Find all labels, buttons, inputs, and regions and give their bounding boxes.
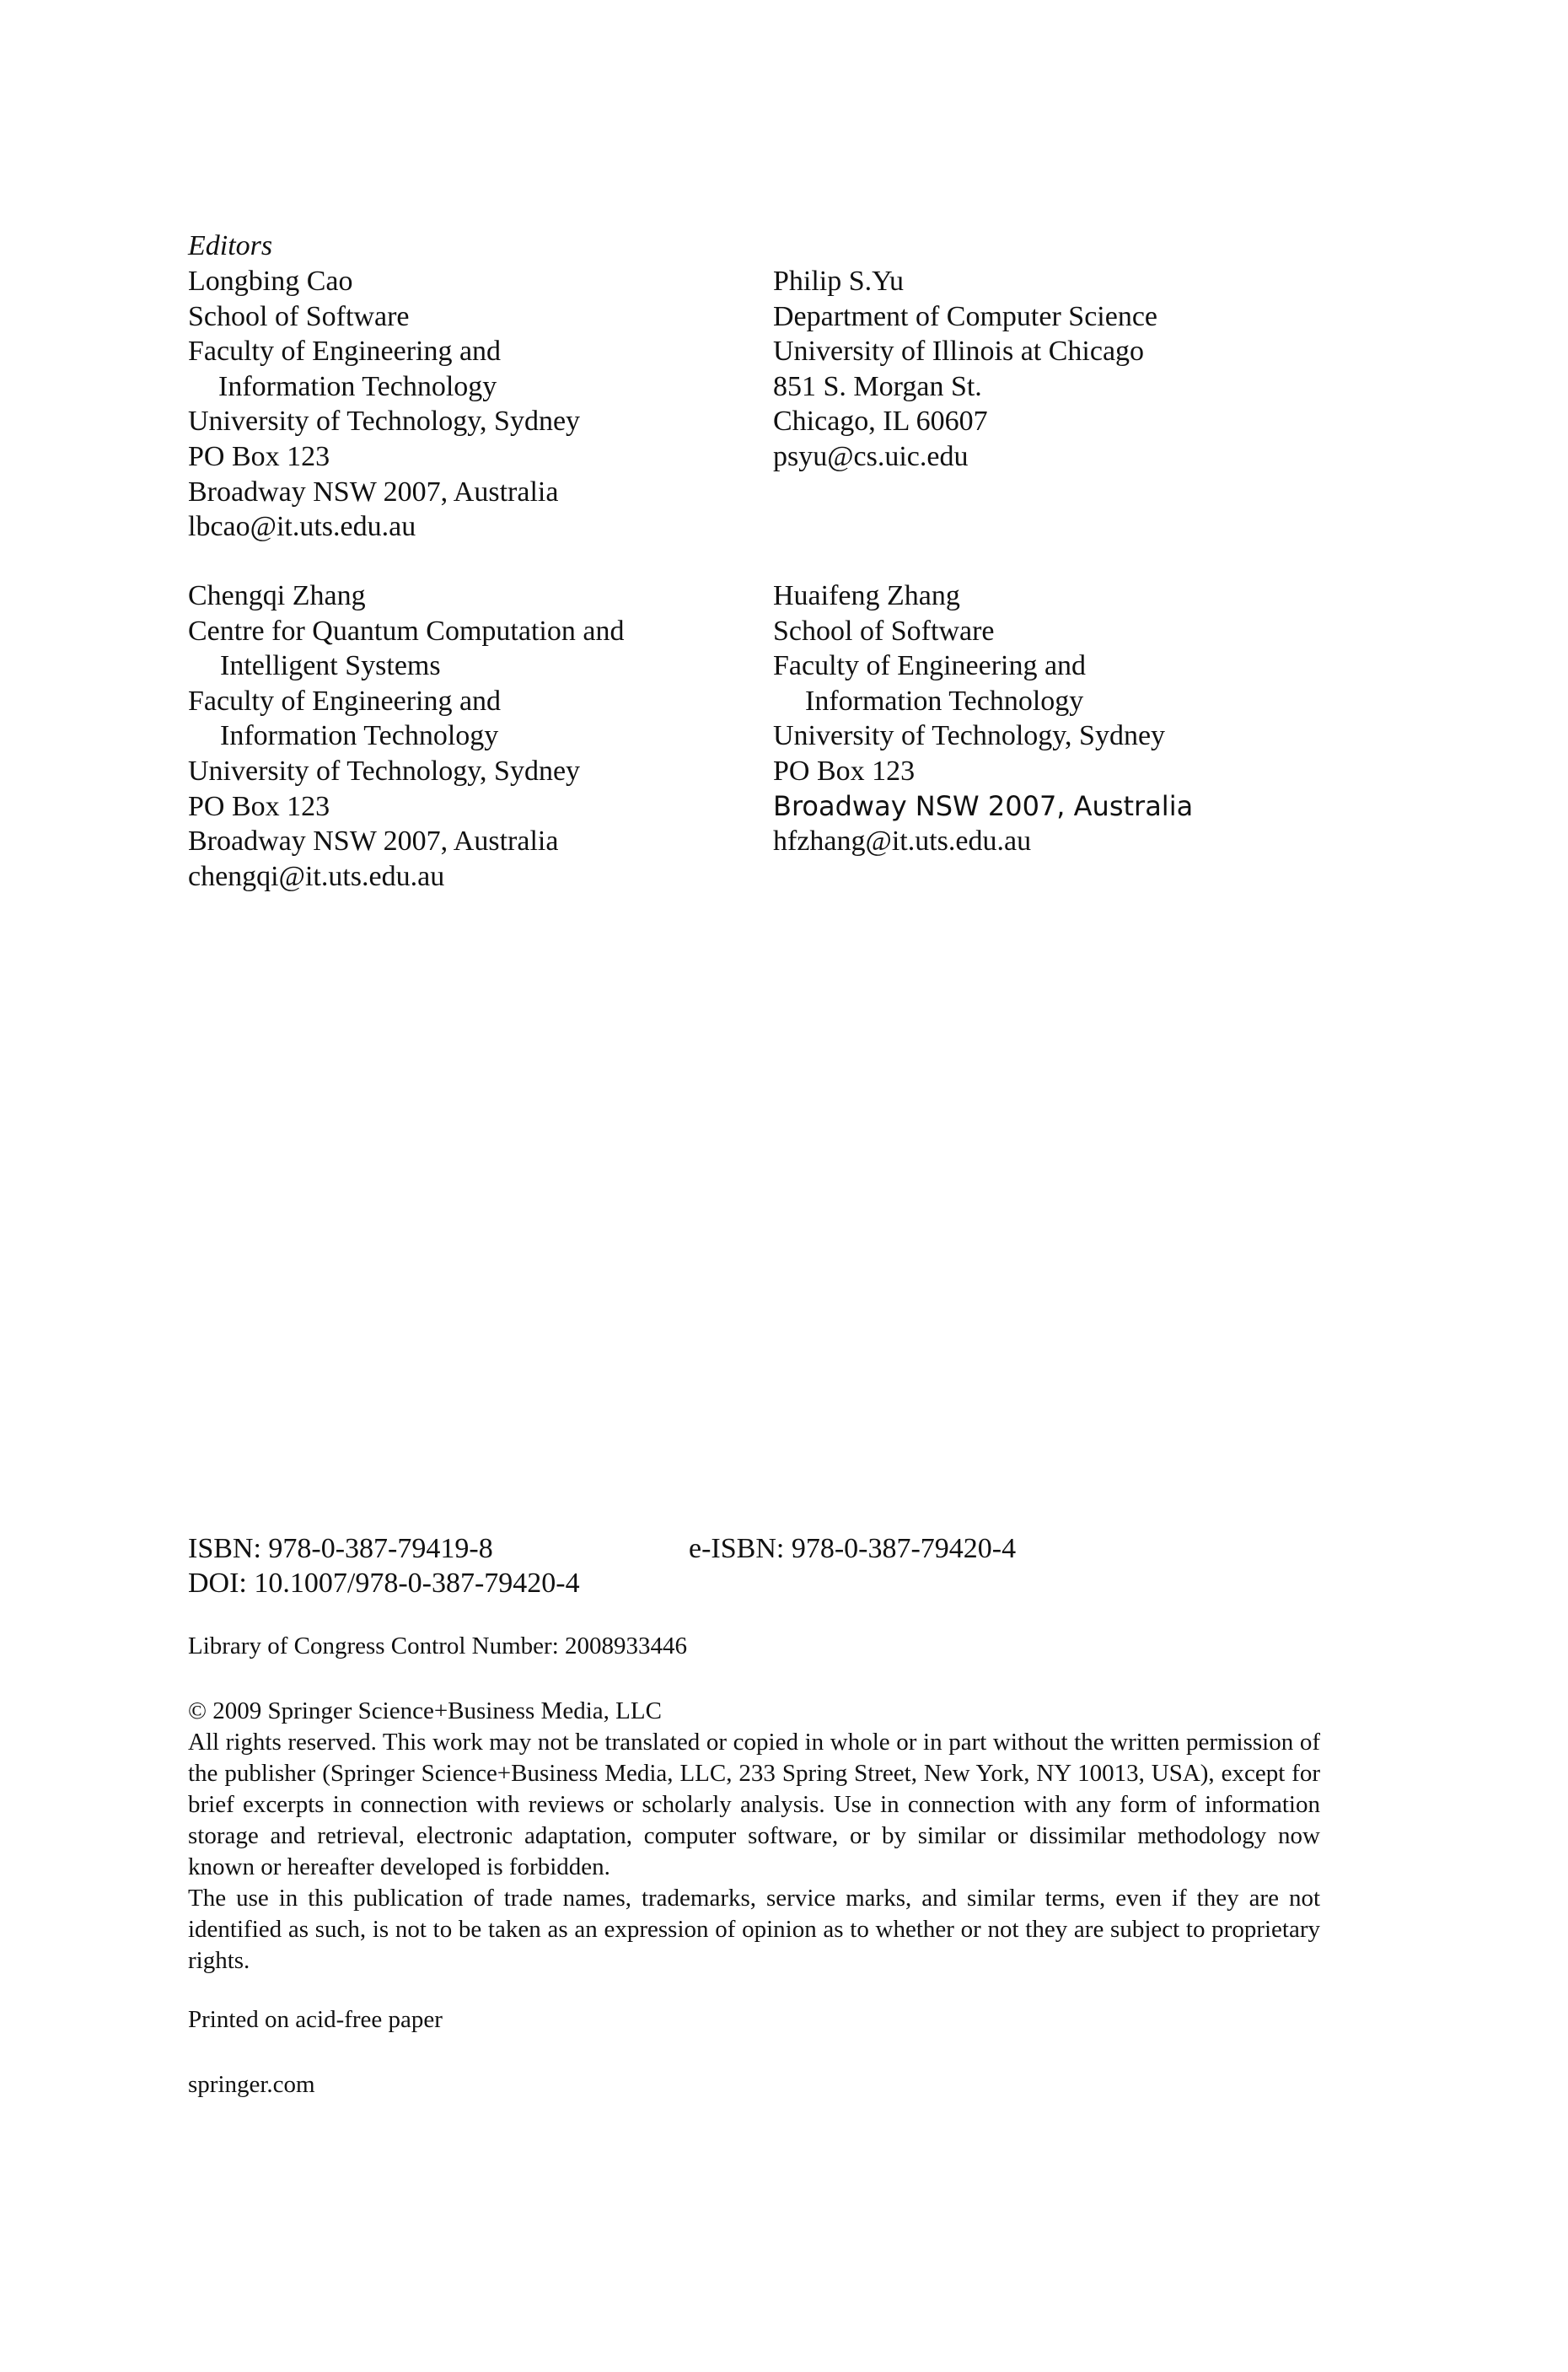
address-line: PO Box 123 xyxy=(188,790,330,822)
editor-name: Huaifeng Zhang xyxy=(773,580,960,611)
address-line: Information Technology xyxy=(220,720,499,752)
editors-heading: Editors xyxy=(188,230,273,261)
address-line: Broadway NSW 2007, Australia xyxy=(773,789,1194,822)
editor-address-yu xyxy=(773,264,1157,475)
isbn: ISBN: 978-0-387-79419-8 xyxy=(188,1533,493,1564)
printed-note: Printed on acid-free paper xyxy=(188,2006,443,2033)
address-line: PO Box 123 xyxy=(188,440,330,472)
address-line: Information Technology xyxy=(805,685,1084,717)
address-line: School of Software xyxy=(773,615,995,647)
copyright-notice: © 2009 Springer Science+Business Media, LLC xyxy=(188,1697,662,1724)
e-isbn: e-ISBN: 978-0-387-79420-4 xyxy=(689,1533,1017,1564)
address-line: Department of Computer Science xyxy=(773,300,1158,332)
address-line: University of Technology, Sydney xyxy=(188,755,581,787)
address-line: University of Technology, Sydney xyxy=(773,720,1166,752)
editor-address-chengqi-zhang xyxy=(188,578,624,894)
editor-address-cao xyxy=(188,264,580,545)
address-line: Intelligent Systems xyxy=(220,650,441,682)
address-line: Broadway NSW 2007, Australia xyxy=(188,476,559,508)
editor-name: Chengqi Zhang xyxy=(188,580,366,611)
address-line: University of Technology, Sydney xyxy=(188,406,581,438)
address-line: PO Box 123 xyxy=(773,755,916,787)
doi: DOI: 10.1007/978-0-387-79420-4 xyxy=(188,1568,580,1599)
library-of-congress-number: Library of Congress Control Number: 2008933446 xyxy=(188,1632,688,1659)
rights-statement xyxy=(188,1727,1320,1977)
address-line: Faculty of Engineering and xyxy=(773,650,1087,682)
editor-email: hfzhang@it.uts.edu.au xyxy=(773,826,1032,858)
editor-name: Philip S.Yu xyxy=(773,266,904,297)
editor-email: psyu@cs.uic.edu xyxy=(773,440,969,472)
editor-address-huaifeng-zhang xyxy=(773,578,1193,859)
editor-name: Longbing Cao xyxy=(188,266,353,297)
address-line: Broadway NSW 2007, Australia xyxy=(188,826,559,858)
trademark-paragraph: The use in this publication of trade names, trademarks, service marks, and similar terms, even if they are not identified as such, is not to be taken as an expression of opinion as to whether or not they are subject to proprietary rights. xyxy=(188,1885,1320,1974)
editor-email: lbcao@it.uts.edu.au xyxy=(188,511,416,543)
address-line: Information Technology xyxy=(218,370,497,402)
address-line: Chicago, IL 60607 xyxy=(773,406,988,438)
address-line: School of Software xyxy=(188,300,410,332)
address-line: University of Illinois at Chicago xyxy=(773,336,1145,368)
address-line: Faculty of Engineering and xyxy=(188,685,502,717)
address-line: 851 S. Morgan St. xyxy=(773,370,982,402)
publisher-website: springer.com xyxy=(188,2071,315,2098)
address-line: Centre for Quantum Computation and xyxy=(188,615,625,647)
rights-paragraph: All rights reserved. This work may not be translated or copied in whole or in part without the written permission of the publisher (Springer Science+Business Media, LLC, 233 Spring Street, New York, NY 10013, USA), except for brief excerpts in connection with reviews or scholarly analysis. Use in connection with any form of information storage and retrieval, electronic adaptation, computer software, or by similar or dissimilar methodology now known or hereafter developed is forbidden. xyxy=(188,1729,1320,1880)
address-line: Faculty of Engineering and xyxy=(188,336,502,368)
editor-email: chengqi@it.uts.edu.au xyxy=(188,860,445,892)
